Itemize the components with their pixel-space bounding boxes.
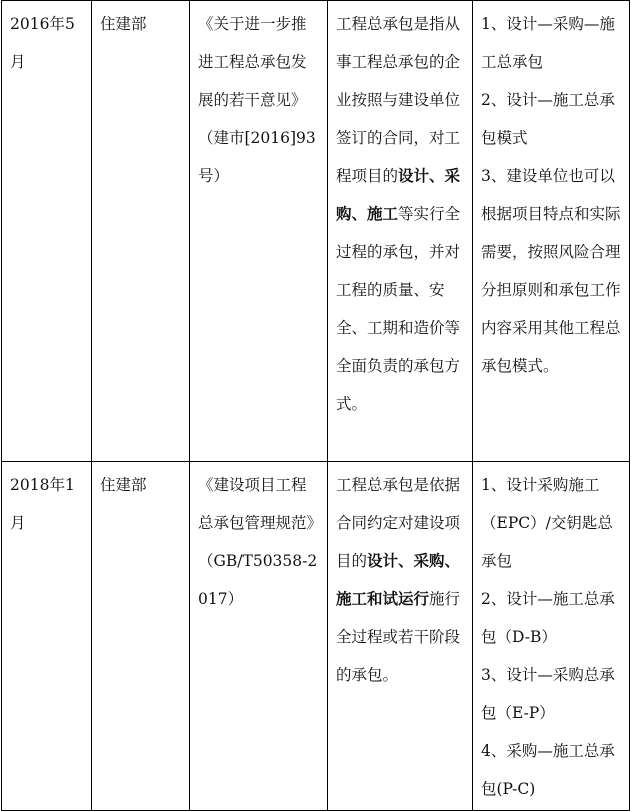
definition-cell — [328, 1, 473, 462]
mode-item: 4、采购—施工总承包(P-C) — [481, 742, 615, 798]
mode-item: 3、建设单位也可以根据项目特点和实际需要，按照风险合理分担原则和承包工作内容采用其他工程总承包模式。 — [481, 167, 621, 375]
document-cell: 《关于进一步推进工程总承包发展的若干意见》（建市[2016]93号） — [190, 1, 328, 462]
definition-text: 工程总承包是指从事工程总承包的企业按照与建设单位签订的合同，对工程项目的 — [336, 15, 461, 185]
mode-item: 2、设计—施工总承包（D-B） — [481, 590, 615, 646]
definition-bold-text: 设计、采购、施工 — [336, 166, 461, 223]
policy-table — [1, 0, 630, 811]
definition-cell — [328, 462, 473, 811]
date-cell: 2018年1月 — [2, 462, 92, 811]
definition-text: 施行全过程或若干阶段的承包。 — [336, 590, 461, 684]
definition-text: 工程总承包是依据合同约定对建设项目的 — [336, 476, 461, 570]
date-cell: 2016年5月 — [2, 1, 92, 462]
definition-text: 等实行全过程的承包，并对工程的质量、安全、工期和造价等全面负责的承包方式。 — [336, 205, 461, 413]
agency-cell: 住建部 — [92, 1, 190, 462]
document-cell: 《建设项目工程总承包管理规范》（GB/T50358-2017） — [190, 462, 328, 811]
definition-bold-text: 设计、采购、施工和试运行 — [336, 551, 461, 608]
agency-cell: 住建部 — [92, 462, 190, 811]
table-row — [2, 462, 630, 811]
table-row — [2, 1, 630, 462]
mode-item: 2、设计—施工总承包模式 — [481, 91, 615, 147]
modes-cell — [473, 1, 630, 462]
mode-item: 3、设计—采购总承包（E-P） — [481, 666, 615, 722]
mode-item: 1、设计采购施工（EPC）/交钥匙总承包 — [481, 476, 613, 570]
mode-item: 1、设计—采购—施工总承包 — [481, 15, 615, 71]
modes-cell — [473, 462, 630, 811]
